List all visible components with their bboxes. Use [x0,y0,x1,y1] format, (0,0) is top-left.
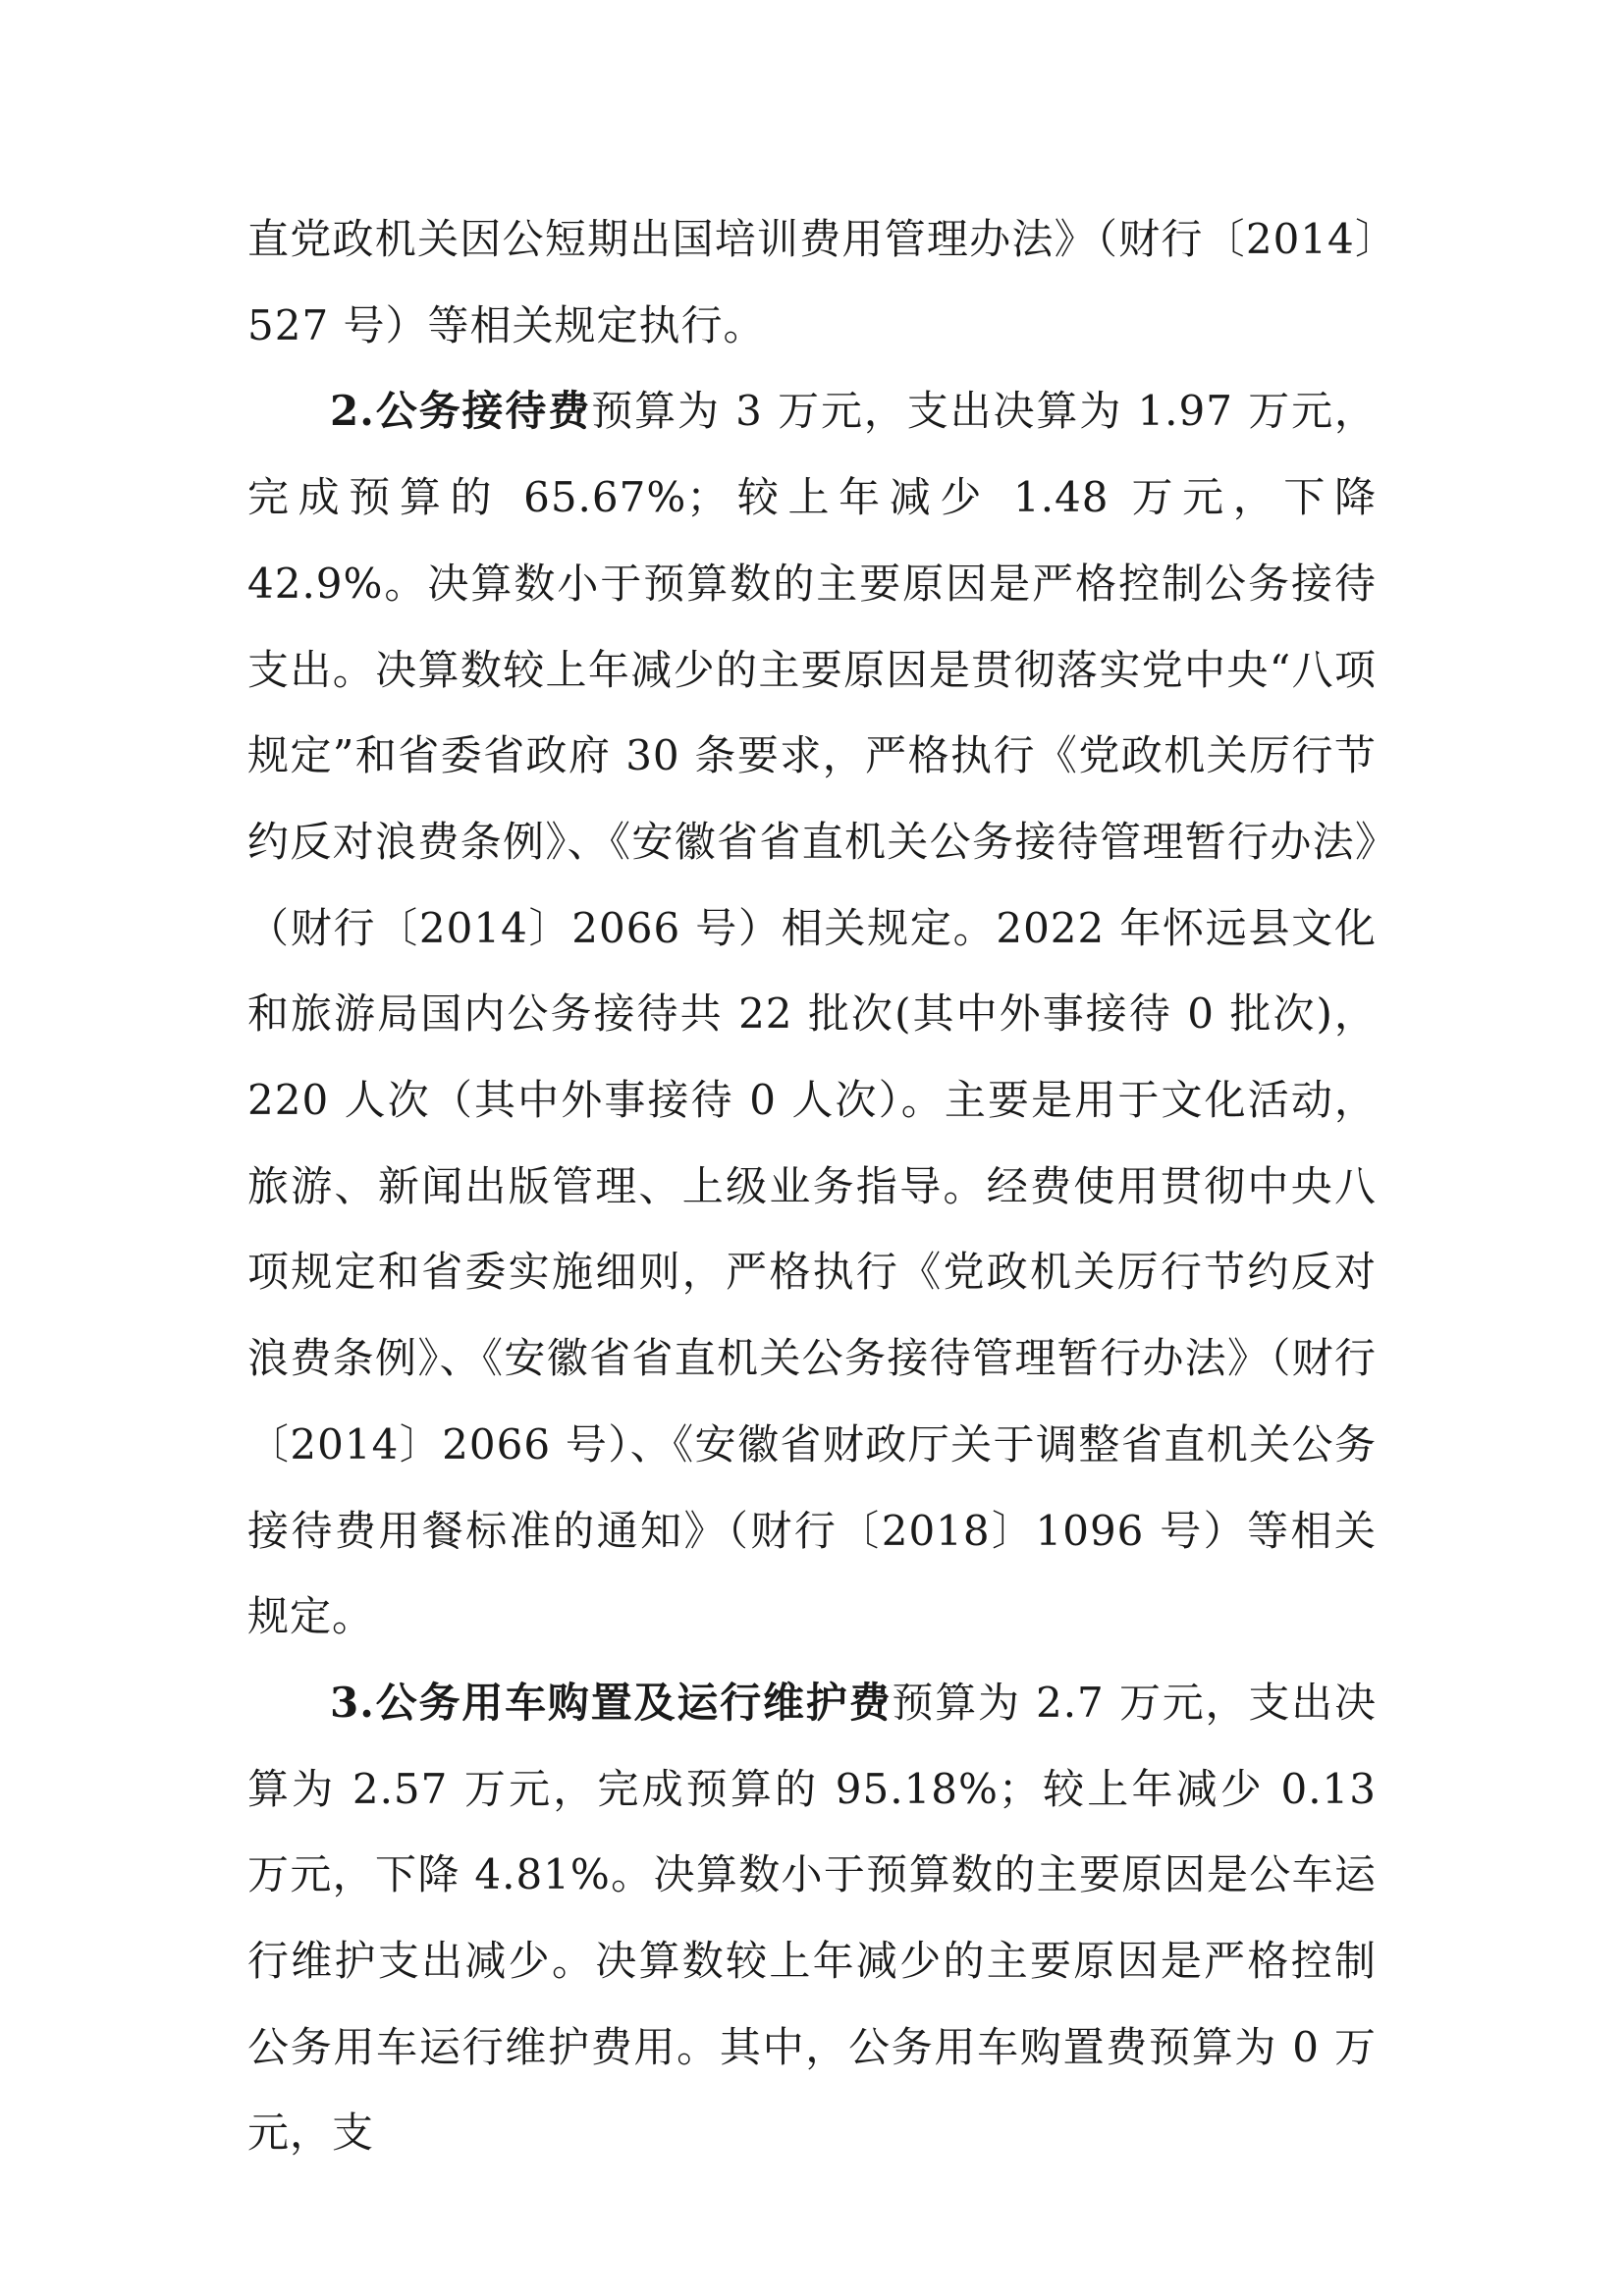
document-body [247,196,1377,2176]
paragraph-vehicle-fee [247,1660,1377,2176]
section-heading-vehicle: 3.公务用车购置及运行维护费 [330,1678,893,1727]
paragraph-reception-fee [247,368,1377,1660]
paragraph-text: 预算为 3 万元，支出决算为 1.97 万元，完成预算的 65.67%；较上年减少 1.48 万元，下降 42.9%。决算数小于预算数的主要原因是严格控制公务接待支出。决算数较上年减少的主要原因是贯彻落实党中央“八项规定”和省委省政府 30 条要求，严格执行《党政机关厉行节约反对浪费条例》、《安徽省省直机关公务接待管理暂行办法》（财行〔2014〕2066 号）相关规定。2022 年怀远县文化和旅游局国内公务接待共 22 批次(其中外事接待 0 批次)，220 人次（其中外事接待 0 人次）。主要是用于文化活动，旅游、新闻出版管理、上级业务指导。经费使用贯彻中央八项规定和省委实施细则，严格执行《党政机关厉行节约反对浪费条例》、《安徽省省直机关公务接待管理暂行办法》（财行〔2014〕2066 号）、《安徽省财政厅关于调整省直机关公务接待费用餐标准的通知》（财行〔2018〕1096 号）等相关规定。 [247,387,1377,1641]
paragraph-continuation [247,196,1377,368]
paragraph-text: 预算为 2.7 万元，支出决算为 2.57 万元，完成预算的 95.18%；较上年减少 0.13 万元，下降 4.81%。决算数小于预算数的主要原因是公车运行维护支出减少。决算数较上年减少的主要原因是严格控制公务用车运行维护费用。其中，公务用车购置费预算为 0 万元，支 [247,1678,1377,2158]
paragraph-text: 直党政机关因公短期出国培训费用管理办法》（财行〔2014〕527 号）等相关规定执行。 [247,215,1377,349]
section-heading-reception: 2.公务接待费 [330,387,592,436]
